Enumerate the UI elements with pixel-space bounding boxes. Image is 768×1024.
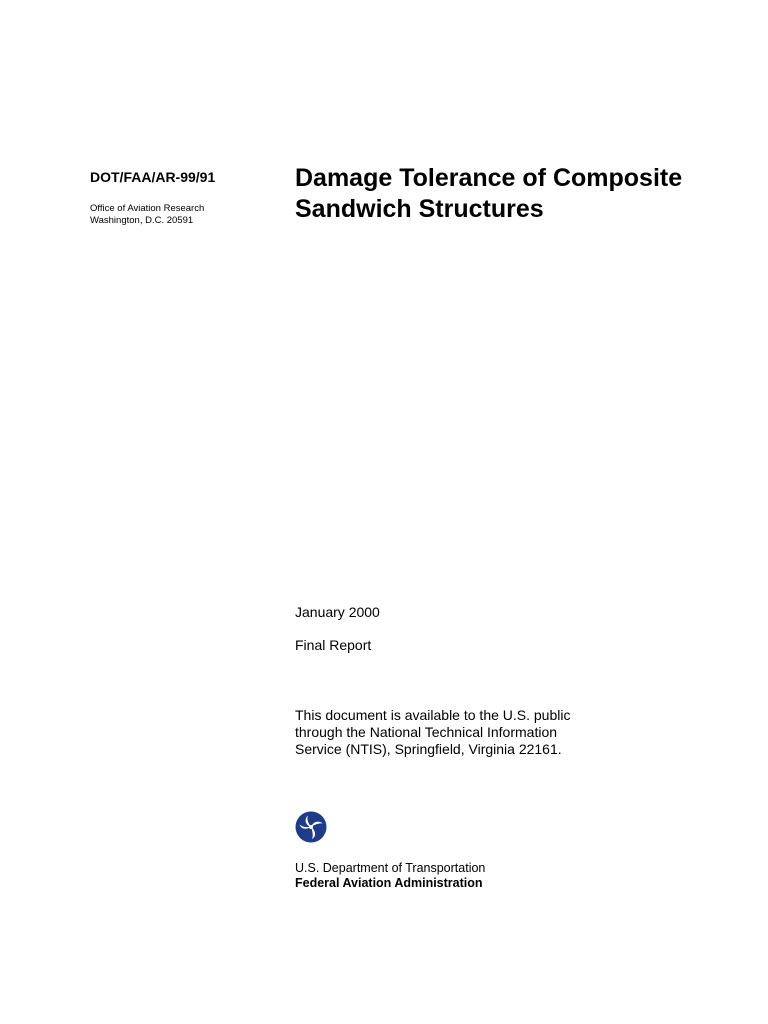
office-name: Office of Aviation Research — [90, 203, 205, 214]
office-city: Washington, D.C. 20591 — [90, 215, 194, 226]
title-line-1: Damage Tolerance of Composite — [295, 164, 683, 192]
report-date: January 2000 — [295, 604, 380, 620]
agency-block — [295, 861, 485, 891]
availability-line-1: This document is available to the U.S. public — [295, 707, 571, 723]
availability-line-3: Service (NTIS), Springfield, Virginia 22161. — [295, 741, 562, 757]
title-line-2: Sandwich Structures — [295, 195, 544, 223]
dot-triskelion-icon — [295, 811, 327, 843]
administration-name: Federal Aviation Administration — [295, 876, 483, 890]
report-number: DOT/FAA/AR-99/91 — [90, 169, 216, 185]
department-name: U.S. Department of Transportation — [295, 861, 486, 875]
report-type: Final Report — [295, 637, 372, 653]
office-address — [90, 203, 204, 227]
availability-line-2: through the National Technical Information — [295, 724, 558, 740]
availability-statement — [295, 707, 595, 758]
page-title — [295, 163, 735, 225]
